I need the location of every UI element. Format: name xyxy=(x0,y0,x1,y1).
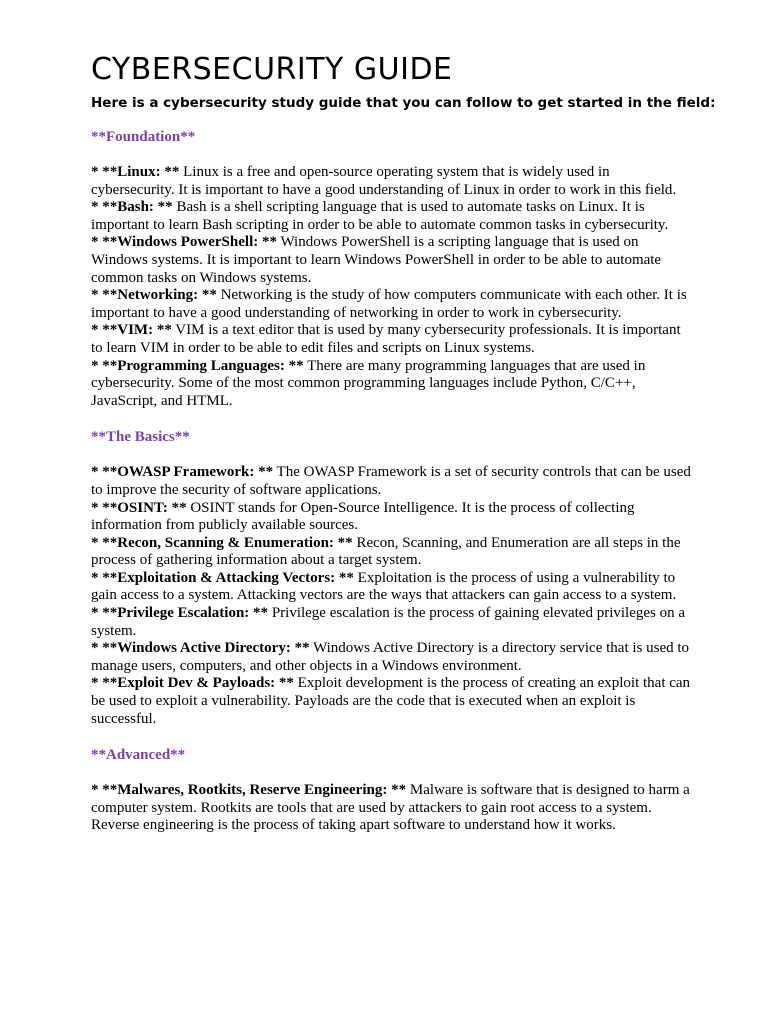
list-item-owasp xyxy=(91,464,691,499)
list-item-exploit-dev xyxy=(91,675,691,728)
desc-active-directory: Windows Active Directory is a directory service that is used to manage users, computers, and other objects in a Windows environment. xyxy=(91,640,690,674)
desc-powershell: Windows PowerShell is a scripting language that is used on Windows systems. It is important to learn Windows PowerShell in order to be able to automate common tasks on Windows systems. xyxy=(91,234,662,286)
list-item-malwares xyxy=(91,782,691,835)
term-powershell: * **Windows PowerShell: ** xyxy=(91,234,277,251)
desc-malwares: Malware is software that is designed to harm a computer system. Rootkits are tools that are used by attackers to gain root access to a system. Reverse engineering is the process of taking apart software to understand how it works. xyxy=(91,782,690,834)
list-item-recon xyxy=(91,535,691,570)
section-heading-foundation: **Foundation** xyxy=(91,129,196,145)
list-item-vim xyxy=(91,322,691,357)
foundation-list xyxy=(91,164,691,410)
term-active-directory: * **Windows Active Directory: ** xyxy=(91,640,310,657)
list-item-networking xyxy=(91,287,691,322)
list-item-osint xyxy=(91,500,691,535)
list-item-powershell xyxy=(91,234,691,287)
section-heading-basics: **The Basics** xyxy=(91,429,190,446)
desc-networking: Networking is the study of how computers communicate with each other. It is important to have a good understanding of networking in order to work in cybersecurity. xyxy=(91,287,687,321)
term-exploitation: * **Exploitation & Attacking Vectors: ** xyxy=(91,569,354,586)
term-recon: * **Recon, Scanning & Enumeration: ** xyxy=(91,534,353,551)
section-heading-advanced: **Advanced** xyxy=(91,747,186,764)
desc-bash: Bash is a shell scripting language that is used to automate tasks on Linux. It is important to learn Bash scripting in order to be able to automate common tasks in cybersecurity. xyxy=(91,199,669,233)
desc-exploitation: Exploitation is the process of using a vulnerability to gain access to a system. Attacking vectors are the ways that attackers can gain access to a system. xyxy=(91,569,677,604)
list-item-active-directory xyxy=(91,640,691,675)
desc-osint: OSINT stands for Open-Source Intelligence. It is the process of collecting information from publicly available sources. xyxy=(91,499,635,534)
desc-linux: Linux is a free and open-source operating system that is widely used in cybersecurity. It is important to have a good understanding of Linux in order to work in this field. xyxy=(91,164,677,198)
term-malwares: * **Malwares, Rootkits, Reserve Engineering: ** xyxy=(91,782,407,799)
advanced-list xyxy=(91,782,691,835)
desc-privilege-escalation: Privilege escalation is the process of gaining elevated privileges on a system. xyxy=(91,605,686,639)
term-networking: * **Networking: ** xyxy=(91,287,217,304)
term-programming-languages: * **Programming Languages: ** xyxy=(91,357,304,374)
desc-exploit-dev: Exploit development is the process of creating an exploit that can be used to exploit a vulnerability. Payloads are the code that is executed when an exploit is successful. xyxy=(91,675,691,727)
list-item-privilege-escalation xyxy=(91,605,691,640)
desc-recon: Recon, Scanning, and Enumeration are all steps in the process of gathering information about a target system. xyxy=(91,534,681,569)
document-title: CYBERSECURITY GUIDE xyxy=(91,52,453,87)
term-exploit-dev: * **Exploit Dev & Payloads: ** xyxy=(91,675,294,692)
list-item-linux xyxy=(91,164,691,199)
desc-vim: VIM is a text editor that is used by many cybersecurity professionals. It is important to learn VIM in order to be able to edit files and scripts on Linux systems. xyxy=(91,322,681,356)
term-linux: * **Linux: ** xyxy=(91,164,180,180)
term-osint: * **OSINT: ** xyxy=(91,499,187,516)
term-vim: * **VIM: ** xyxy=(91,322,172,339)
list-item-programming-languages xyxy=(91,358,691,411)
term-bash: * **Bash: ** xyxy=(91,199,173,216)
basics-list xyxy=(91,464,691,728)
desc-owasp: The OWASP Framework is a set of security controls that can be used to improve the security of software applications. xyxy=(91,464,691,498)
term-privilege-escalation: * **Privilege Escalation: ** xyxy=(91,605,269,622)
list-item-exploitation xyxy=(91,570,691,605)
document-page xyxy=(91,52,716,835)
document-subtitle: Here is a cybersecurity study guide that you can follow to get started in the field: xyxy=(91,95,716,111)
desc-programming-languages: There are many programming languages that are used in cybersecurity. Some of the most common programming languages include Python, C/C++, JavaScript, and HTML. xyxy=(91,357,646,409)
term-owasp: * **OWASP Framework: ** xyxy=(91,464,274,481)
list-item-bash xyxy=(91,199,691,234)
